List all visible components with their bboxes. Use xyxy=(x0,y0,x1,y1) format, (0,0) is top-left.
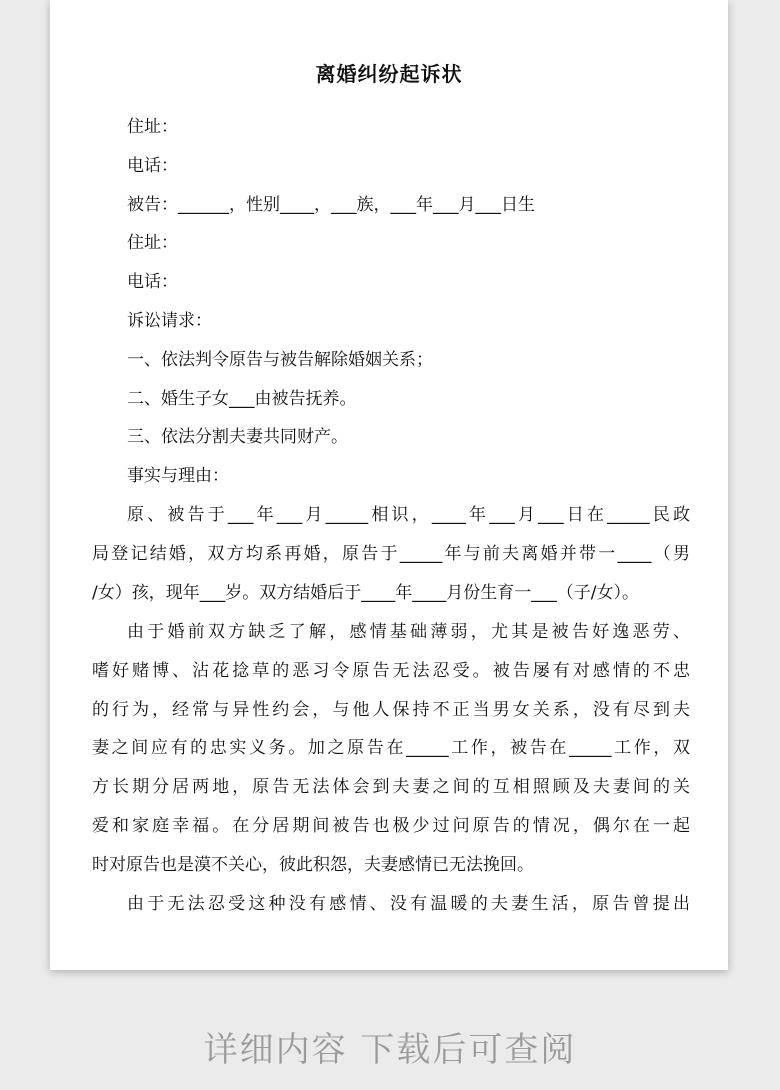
paragraph-line: 方长期分居两地，原告无法体会到夫妻之间的互相照顾及夫妻间的关 xyxy=(92,777,690,798)
paragraph-line: 局登记结婚，双方均系再婚，原告于_____年与前夫离婚并带一____（男 xyxy=(92,543,690,564)
document-page xyxy=(50,0,728,970)
document-line: 诉讼请求： xyxy=(127,311,212,331)
paragraph-line: /女）孩，现年___岁。双方结婚后于____年____月份生育一___（子/女）。 xyxy=(92,582,639,603)
document-line: 被告：______，性别____，___族，___年___月___日生 xyxy=(127,194,535,215)
document-line: 电话： xyxy=(127,155,178,176)
paragraph-line: 由于无法忍受这种没有感情、没有温暖的夫妻生活，原告曾提出 xyxy=(127,894,690,914)
paragraph-line: 由于婚前双方缺乏了解，感情基础薄弱，尤其是被告好逸恶劳、 xyxy=(127,621,690,642)
paragraph-line: 妻之间应有的忠实义务。加之原告在_____工作，被告在_____工作，双 xyxy=(92,738,690,759)
document-line: 三、依法分割夫妻共同财产。 xyxy=(127,427,348,448)
paragraph-line: 的行为，经常与异性约会，与他人保持不正当男女关系，没有尽到夫 xyxy=(92,699,690,720)
document-line: 住址： xyxy=(127,117,178,137)
document-line: 二、婚生子女___由被告抚养。 xyxy=(127,388,357,409)
paragraph-line: 原、被告于___年___月_____相识，____年___月___日在_____民政 xyxy=(127,505,690,525)
paragraph-line: 爱和家庭幸福。在分居期间被告也极少过问原告的情况，偶尔在一起 xyxy=(92,815,690,836)
document-line: 住址： xyxy=(127,233,178,254)
document-title: 离婚纠纷起诉状 xyxy=(315,62,463,86)
document-line: 一、依法判令原告与被告解除婚姻关系； xyxy=(127,349,433,370)
paragraph-line: 时对原告也是漠不关心，彼此积怨，夫妻感情已无法挽回。 xyxy=(92,854,534,875)
document-line: 事实与理由： xyxy=(127,466,229,487)
document-line: 电话： xyxy=(127,272,178,293)
footer-notice: 详细内容 下载后可查阅 xyxy=(203,1030,577,1070)
paragraph-line: 嗜好赌博、沾花捻草的恶习令原告无法忍受。被告屡有对感情的不忠 xyxy=(92,660,690,681)
